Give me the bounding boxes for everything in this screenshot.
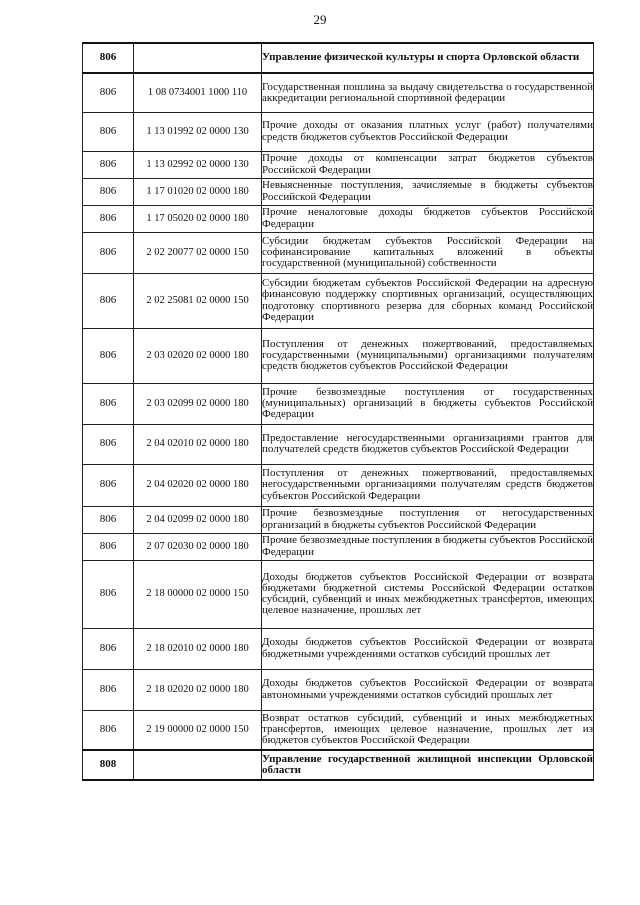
revenue-name-cell: Предоставление негосударственными организациями грантов для получателей средств бюджетов субъектов Российской Федерации [262,424,594,464]
revenue-code-cell: 2 04 02099 02 0000 180 [134,506,262,533]
revenue-code-cell: 2 18 00000 02 0000 150 [134,560,262,628]
table-body [83,43,594,780]
revenue-name-cell: Управление государственной жилищной инспекции Орловской области [262,750,594,780]
revenue-name-cell: Доходы бюджетов субъектов Российской Федерации от возврата бюджетными учреждениями остатков субсидий прошлых лет [262,628,594,669]
table-row [83,560,594,628]
revenue-name-cell: Прочие безвозмездные поступления от государственных (муниципальных) организаций в бюджеты субъектов Российской Федерации [262,383,594,424]
table-row [83,273,594,328]
admin-code-cell: 808 [83,750,134,780]
table-row [83,533,594,560]
revenue-code-cell: 2 19 00000 02 0000 150 [134,710,262,750]
admin-code-cell: 806 [83,43,134,73]
admin-code-cell: 806 [83,151,134,178]
revenue-name-cell: Поступления от денежных пожертвований, предоставляемых негосударственными организациями получателям средств бюджетов субъектов Российской Федерации [262,464,594,506]
revenue-code-cell: 1 13 02992 02 0000 130 [134,151,262,178]
revenue-name-cell: Субсидии бюджетам субъектов Российской Федерации на адресную финансовую поддержку спортивных организаций, осуществляющих подготовку спортивного резерва для сборных команд Российской Федерации [262,273,594,328]
table-row [83,178,594,205]
admin-code-cell: 806 [83,669,134,710]
revenue-code-cell: 2 04 02020 02 0000 180 [134,464,262,506]
revenue-code-cell: 2 02 25081 02 0000 150 [134,273,262,328]
admin-code-cell: 806 [83,232,134,273]
admin-code-cell: 806 [83,383,134,424]
table-row [83,112,594,151]
revenue-codes-table [82,42,594,781]
revenue-name-cell: Прочие доходы от компенсации затрат бюджетов субъектов Российской Федерации [262,151,594,178]
admin-code-cell: 806 [83,328,134,383]
admin-code-cell: 806 [83,710,134,750]
admin-code-cell: 806 [83,533,134,560]
table-row [83,232,594,273]
table-row [83,669,594,710]
revenue-name-cell: Прочие неналоговые доходы бюджетов субъектов Российской Федерации [262,205,594,232]
table-row [83,464,594,506]
admin-code-cell: 806 [83,464,134,506]
revenue-name-cell: Прочие доходы от оказания платных услуг (работ) получателями средств бюджетов субъектов Российской Федерации [262,112,594,151]
admin-code-cell: 806 [83,560,134,628]
table-row [83,710,594,750]
table-row [83,424,594,464]
admin-code-cell: 806 [83,424,134,464]
revenue-name-cell: Прочие безвозмездные поступления в бюджеты субъектов Российской Федерации [262,533,594,560]
revenue-name-cell: Управление физической культуры и спорта Орловской области [262,43,594,73]
revenue-name-cell: Государственная пошлина за выдачу свидетельства о государственной аккредитации региональной спортивной федерации [262,73,594,112]
revenue-name-cell: Доходы бюджетов субъектов Российской Федерации от возврата автономными учреждениями остатков субсидий прошлых лет [262,669,594,710]
revenue-name-cell: Доходы бюджетов субъектов Российской Федерации от возврата бюджетами бюджетной системы Российской Федерации остатков субсидий, субвенций и иных межбюджетных трансфертов, имеющих целевое назначение, прошлых лет [262,560,594,628]
table-row-administrator-header [83,43,594,73]
revenue-code-cell: 2 03 02020 02 0000 180 [134,328,262,383]
revenue-code-cell: 2 18 02020 02 0000 180 [134,669,262,710]
admin-code-cell: 806 [83,506,134,533]
table-row [83,328,594,383]
table-row [83,628,594,669]
admin-code-cell: 806 [83,205,134,232]
table-row [83,151,594,178]
revenue-code-cell: 2 03 02099 02 0000 180 [134,383,262,424]
table-row-administrator-header [83,750,594,780]
revenue-code-cell [134,43,262,73]
table-row [83,205,594,232]
admin-code-cell: 806 [83,112,134,151]
revenue-code-cell: 1 17 05020 02 0000 180 [134,205,262,232]
admin-code-cell: 806 [83,73,134,112]
admin-code-cell: 806 [83,628,134,669]
revenue-code-cell: 1 17 01020 02 0000 180 [134,178,262,205]
revenue-code-cell: 2 04 02010 02 0000 180 [134,424,262,464]
revenue-name-cell: Поступления от денежных пожертвований, предоставляемых государственными (муниципальными) организациями получателям средств бюджетов субъектов Российской Федерации [262,328,594,383]
revenue-name-cell: Прочие безвозмездные поступления от негосударственных организаций в бюджеты субъектов Российской Федерации [262,506,594,533]
revenue-name-cell: Субсидии бюджетам субъектов Российской Федерации на софинансирование капитальных вложений в объекты государственной (муниципальной) собственности [262,232,594,273]
table-row [83,73,594,112]
revenue-code-cell: 2 18 02010 02 0000 180 [134,628,262,669]
admin-code-cell: 806 [83,178,134,205]
page-number: 29 [313,12,327,27]
revenue-code-cell: 2 07 02030 02 0000 180 [134,533,262,560]
revenue-code-cell [134,750,262,780]
revenue-code-cell: 2 02 20077 02 0000 150 [134,232,262,273]
revenue-code-cell: 1 08 0734001 1000 110 [134,73,262,112]
table-row [83,383,594,424]
revenue-name-cell: Возврат остатков субсидий, субвенций и иных межбюджетных трансфертов, имеющих целевое назначение, прошлых лет из бюджетов субъектов Российской Федерации [262,710,594,750]
table-row [83,506,594,533]
revenue-code-cell: 1 13 01992 02 0000 130 [134,112,262,151]
revenue-name-cell: Невыясненные поступления, зачисляемые в бюджеты субъектов Российской Федерации [262,178,594,205]
admin-code-cell: 806 [83,273,134,328]
